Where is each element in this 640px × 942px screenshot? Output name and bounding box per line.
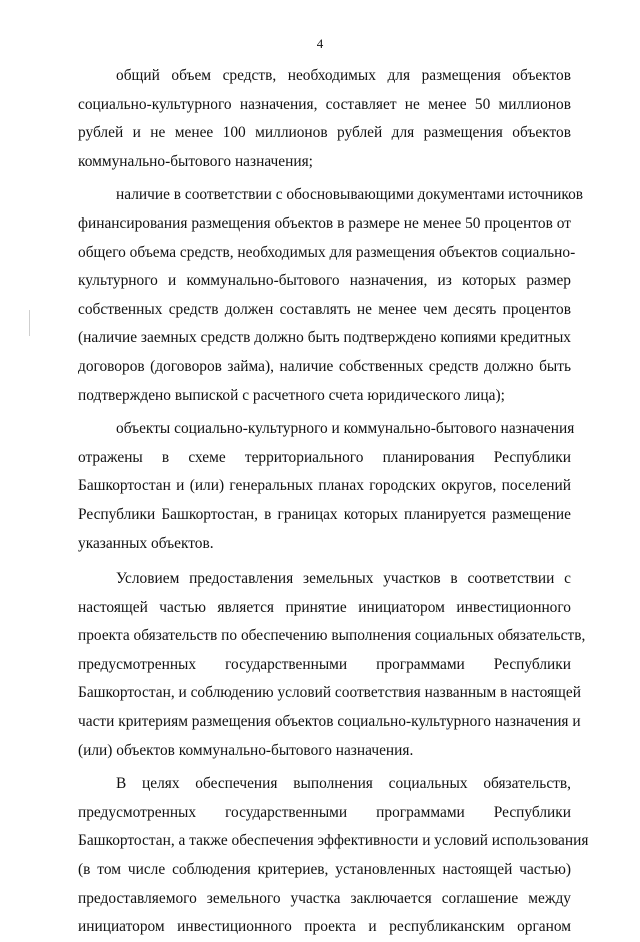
paragraph-line: предусмотренных государственными программами Республики: [78, 655, 571, 673]
paragraph-line: проекта обязательств по обеспечению выполнения социальных обязательств,: [78, 627, 586, 645]
paragraph-line: наличие в соответствии с обосновывающими документами источников: [116, 186, 584, 204]
paragraph-line: социально-культурного назначения, составляет не менее 50 миллионов: [78, 95, 571, 113]
paragraph-line: Республики Башкортостан, в границах которых планируется размещение: [78, 505, 571, 523]
paragraph-line: культурного и коммунально-бытового назначения, из которых размер: [78, 272, 571, 290]
paragraph-line: Условием предоставления земельных участков в соответствии с: [116, 570, 571, 588]
paragraph-line: В целях обеспечения выполнения социальных обязательств,: [116, 775, 571, 793]
paragraph-line: (или) объектов коммунально-бытового назначения.: [78, 741, 414, 759]
paragraph-line: собственных средств должен составлять не менее чем десять процентов: [78, 300, 571, 318]
paragraph-line: объекты социально-культурного и коммунально-бытового назначения: [116, 420, 575, 438]
paragraph-line: финансирования размещения объектов в размере не менее 50 процентов от: [78, 214, 571, 232]
paragraph-line: (в том числе соблюдения критериев, установленных настоящей частью): [78, 861, 571, 879]
document-body: [78, 62, 589, 942]
paragraph-line: Башкортостан и (или) генеральных планах городских округов, поселений: [78, 477, 571, 495]
paragraph-social-obligations-agreement: [78, 770, 589, 942]
paragraph-line: коммунально-бытового назначения;: [78, 152, 313, 170]
paragraph-line: общий объем средств, необходимых для размещения объектов: [116, 67, 571, 84]
paragraph-total-funds: [78, 62, 571, 176]
paragraph-line: части критериям размещения объектов социально-культурного назначения и: [78, 713, 581, 731]
paragraph-funding-sources: [78, 181, 584, 410]
page-number: 4: [316, 36, 324, 51]
paragraph-line: (наличие заемных средств должно быть подтверждено копиями кредитных: [78, 329, 571, 347]
paragraph-land-provision-condition: [78, 565, 586, 765]
paragraph-line: Башкортостан, и соблюдению условий соответствия названным в настоящей: [78, 684, 581, 702]
paragraph-line: рублей и не менее 100 миллионов рублей для размещения объектов: [78, 124, 571, 142]
scan-margin-mark: [29, 310, 30, 336]
paragraph-line: Башкортостан, а также обеспечения эффективности и условий использования: [78, 832, 589, 850]
paragraph-line: отражены в схеме территориального планирования Республики: [78, 448, 571, 466]
paragraph-line: договоров (договоров займа), наличие собственных средств должно быть: [78, 357, 571, 375]
paragraph-line: предоставляемого земельного участка заключается соглашение между: [78, 889, 571, 907]
paragraph-line: общего объема средств, необходимых для размещения объектов социально-: [78, 243, 576, 261]
paragraph-line: предусмотренных государственными программами Республики: [78, 803, 571, 821]
paragraph-line: указанных объектов.: [78, 534, 214, 552]
paragraph-line: настоящей частью является принятие инициатором инвестиционного: [78, 598, 571, 616]
paragraph-line: инициатором инвестиционного проекта и республиканским органом: [78, 918, 571, 936]
paragraph-line: подтверждено выпиской с расчетного счета юридического лица);: [78, 386, 505, 404]
paragraph-territorial-planning: [78, 415, 575, 558]
